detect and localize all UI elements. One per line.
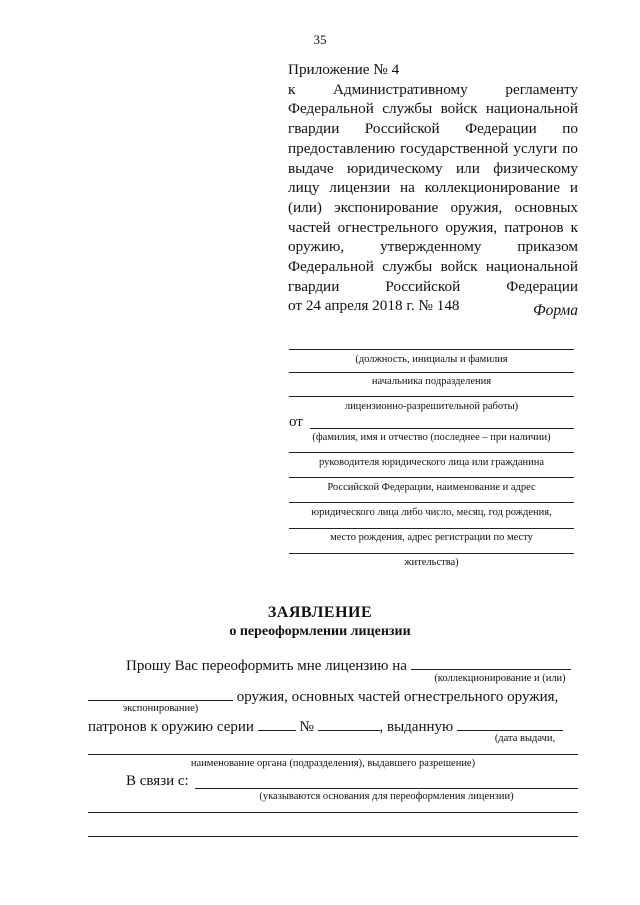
field-caption: начальника подразделения xyxy=(371,376,492,387)
number-field[interactable] xyxy=(318,716,380,731)
appendix-line: частей огнестрельного оружия, патронов к xyxy=(288,218,578,236)
from-line[interactable] xyxy=(310,428,574,429)
license-type-field[interactable] xyxy=(411,655,571,670)
body-text-1: Прошу Вас переоформить мне лицензию на xyxy=(126,658,407,674)
field-caption: жительства) xyxy=(404,557,459,568)
field-caption: место рождения, адрес регистрации по месту xyxy=(330,532,533,543)
series-field[interactable] xyxy=(258,716,296,731)
appendix-line: оружию, утвержденному приказом xyxy=(288,238,578,256)
field-caption: юридического лица либо число, месяц, год рождения, xyxy=(311,507,552,518)
appendix-line: лицу лицензии на коллекционирование и xyxy=(288,179,578,197)
appendix-line: выдаче юридическому или физическому xyxy=(288,159,578,177)
license-type-field-cont[interactable] xyxy=(88,686,233,701)
appendix-line: гвардии Российской Федерации xyxy=(288,277,578,295)
body-text xyxy=(126,655,571,675)
from-line[interactable] xyxy=(289,477,574,478)
appendix-line: к Административному регламенту xyxy=(288,80,578,98)
addressee-line[interactable] xyxy=(289,396,574,397)
appendix-line: Федеральной службы войск национальной xyxy=(288,258,578,276)
appendix-block xyxy=(288,60,578,316)
appendix-line: предоставлению государственной услуги по xyxy=(288,139,578,157)
reason-field-line[interactable] xyxy=(88,812,578,813)
from-line[interactable] xyxy=(289,528,574,529)
reason-field-line[interactable] xyxy=(88,836,578,837)
issue-date-field[interactable] xyxy=(457,716,563,731)
body-text-3c: , выданную xyxy=(379,719,454,735)
appendix-line: Федеральной службы войск национальной xyxy=(288,100,578,118)
field-caption: (дата выдачи, xyxy=(494,733,556,744)
appendix-line: (или) экспонирование оружия, основных xyxy=(288,198,578,216)
from-line[interactable] xyxy=(289,553,574,554)
field-caption: (указываются основания для переоформления лицензии) xyxy=(259,791,514,802)
document-title: ЗАЯВЛЕНИЕ xyxy=(267,604,373,621)
document-subtitle: о переоформлении лицензии xyxy=(229,624,411,639)
issuing-authority-field[interactable] xyxy=(88,754,578,755)
field-caption: (коллекционирование и (или) xyxy=(434,673,566,684)
field-caption: Российской Федерации, наименование и адрес xyxy=(327,482,536,493)
body-text-5: В связи с: xyxy=(126,773,189,789)
addressee-line[interactable] xyxy=(289,349,574,350)
body-text-3a: патронов к оружию серии xyxy=(88,719,254,735)
field-caption: (должность, инициалы и фамилия xyxy=(355,354,508,365)
body-text-2: оружия, основных частей огнестрельного оружия, xyxy=(236,689,559,705)
appendix-line: гвардии Российской Федерации по xyxy=(288,120,578,138)
page-number: 35 xyxy=(313,32,327,47)
field-caption: руководителя юридического лица или гражданина xyxy=(318,457,545,468)
reason-field[interactable] xyxy=(195,788,578,789)
field-caption: экспонирование) xyxy=(122,703,199,714)
appendix-line: от 24 апреля 2018 г. № 148 xyxy=(288,297,460,315)
form-label: Форма xyxy=(533,302,578,319)
from-line[interactable] xyxy=(289,502,574,503)
field-caption: лицензионно-разрешительной работы) xyxy=(344,401,519,412)
field-caption: наименование органа (подразделения), выдавшего разрешение) xyxy=(190,758,476,769)
from-label: от xyxy=(289,414,303,430)
field-caption: (фамилия, имя и отчество (последнее – при наличии) xyxy=(312,432,551,443)
addressee-line[interactable] xyxy=(289,372,574,373)
body-text xyxy=(126,773,189,790)
from-line[interactable] xyxy=(289,452,574,453)
appendix-line: Приложение № 4 xyxy=(288,61,400,78)
body-text-3b: № xyxy=(299,719,314,735)
